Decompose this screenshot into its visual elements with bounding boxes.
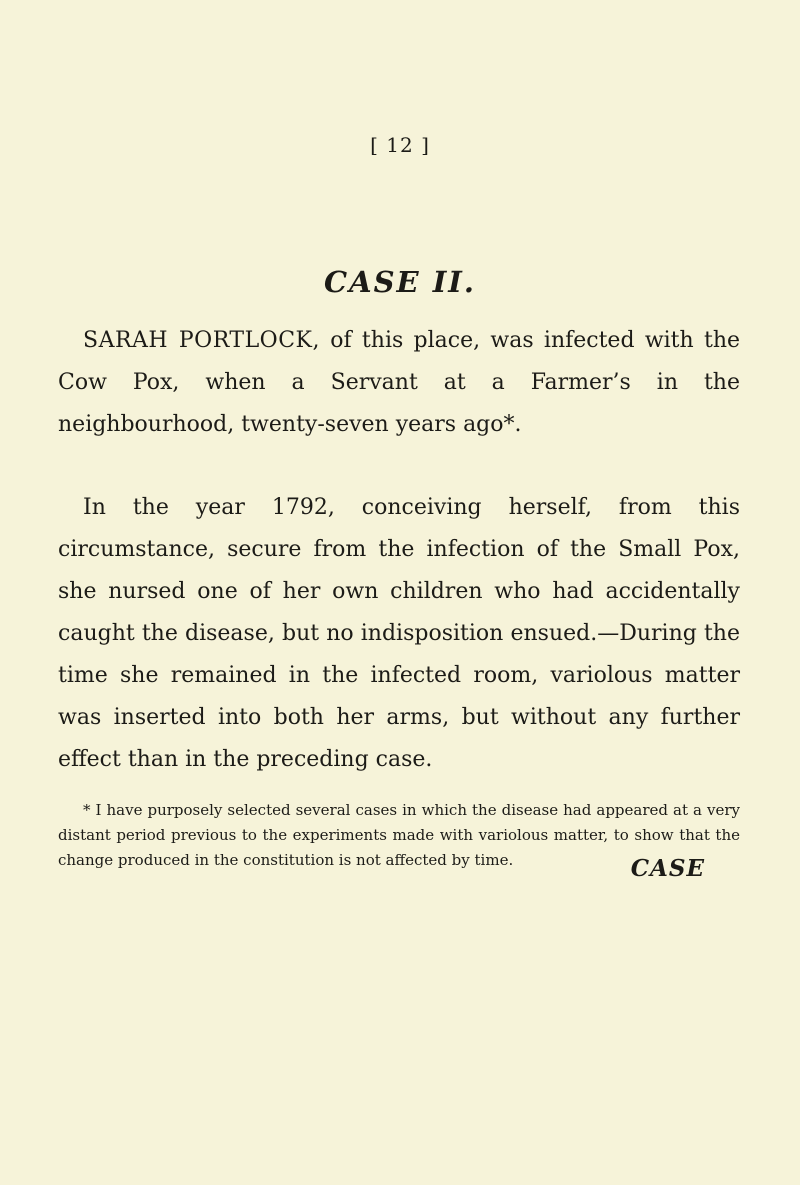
paragraph-2: In the year 1792, conceiving herself, from this circumstance, secure from the infection of the Small Pox, she nursed one of her own children who had accidentally caught the disease, but no indisposition ensued.—During the time she remained in the infected room, variolous matter was inserted into both her arms, but without any further effect than in the preceding case. bbox=[58, 495, 740, 772]
catchword: CASE bbox=[630, 855, 705, 882]
footnote: * I have purposely selected several cases in which the disease had appeared at a very distant period previous to the experiments made with variolous matter, to show that the change produced in the constitution is not affected by time. bbox=[58, 801, 740, 869]
page-number: [ 12 ] bbox=[370, 133, 430, 157]
paragraph-1 bbox=[58, 320, 740, 446]
patient-name: SARAH PORTLOCK, bbox=[83, 328, 320, 353]
paragraph-1-text: of this place, was infected with the Cow Pox, when a Servant at a Farmer’s in the neighbourhood, twenty-seven years ago*. bbox=[58, 328, 741, 437]
case-heading: CASE II. bbox=[324, 265, 476, 299]
